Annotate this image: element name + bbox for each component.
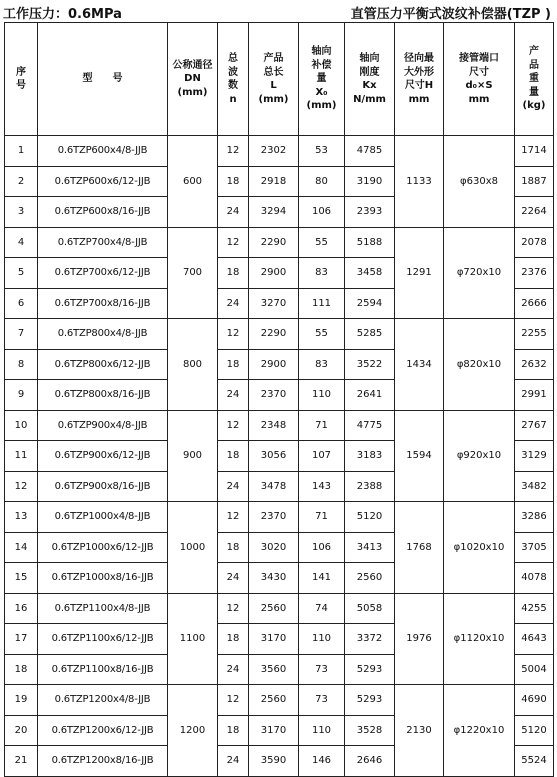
cell-waves: 12 [218, 227, 249, 258]
header-dn [168, 23, 218, 136]
cell-no: 4 [5, 227, 38, 258]
table-row [5, 685, 554, 716]
cell-waves: 18 [218, 166, 249, 197]
cell-length: 2900 [249, 349, 299, 380]
cell-weight: 2991 [515, 380, 554, 411]
cell-waves: 18 [218, 258, 249, 289]
cell-waves: 24 [218, 288, 249, 319]
cell-no: 13 [5, 502, 38, 533]
cell-no: 12 [5, 471, 38, 502]
cell-dn: 1200 [168, 685, 218, 777]
cell-axial-comp: 106 [299, 532, 345, 563]
cell-axial-stiffness: 3528 [345, 715, 395, 746]
header-model [38, 23, 168, 136]
cell-no: 19 [5, 685, 38, 716]
header-text-line: mm [408, 93, 430, 105]
cell-axial-comp: 74 [299, 593, 345, 624]
cell-waves: 24 [218, 654, 249, 685]
cell-dn: 700 [168, 227, 218, 319]
cell-no: 6 [5, 288, 38, 319]
cell-axial-stiffness: 5058 [345, 593, 395, 624]
cell-axial-comp: 143 [299, 471, 345, 502]
header-weight [515, 23, 554, 136]
header-text-line: 波 [228, 66, 238, 78]
header-text-line: 序 [16, 66, 26, 78]
cell-weight: 2255 [515, 319, 554, 350]
cell-waves: 24 [218, 380, 249, 411]
header-text-line: 公称通径 [172, 59, 213, 71]
header-text-line: 尺寸H [404, 80, 434, 91]
cell-axial-comp: 73 [299, 654, 345, 685]
table-row [5, 410, 554, 441]
cell-length: 3590 [249, 746, 299, 777]
cell-waves: 12 [218, 319, 249, 350]
cell-model: 0.6TZP1200x8/16-JJB [38, 746, 168, 777]
cell-length: 2290 [249, 319, 299, 350]
cell-length: 2348 [249, 410, 299, 441]
cell-model: 0.6TZP600x8/16-JJB [38, 197, 168, 228]
cell-axial-stiffness: 3458 [345, 258, 395, 289]
cell-axial-comp: 106 [299, 197, 345, 228]
header-length [249, 23, 299, 136]
cell-weight: 2767 [515, 410, 554, 441]
cell-axial-stiffness: 5293 [345, 685, 395, 716]
cell-axial-comp: 71 [299, 410, 345, 441]
cell-axial-comp: 107 [299, 441, 345, 472]
header-axial-stiffness [345, 23, 395, 136]
cell-radial-size: 1976 [395, 593, 444, 685]
cell-waves: 12 [218, 410, 249, 441]
cell-length: 3020 [249, 532, 299, 563]
cell-no: 20 [5, 715, 38, 746]
cell-model: 0.6TZP800x6/12-JJB [38, 349, 168, 380]
cell-model: 0.6TZP600x6/12-JJB [38, 166, 168, 197]
cell-waves: 18 [218, 624, 249, 655]
cell-no: 1 [5, 136, 38, 167]
cell-axial-comp: 55 [299, 227, 345, 258]
cell-axial-comp: 111 [299, 288, 345, 319]
cell-radial-size: 1594 [395, 410, 444, 502]
header-text-line: 号 [16, 80, 26, 91]
header-text-line: 数 [228, 80, 238, 91]
cell-weight: 2666 [515, 288, 554, 319]
cell-model: 0.6TZP1000x6/12-JJB [38, 532, 168, 563]
cell-weight: 2376 [515, 258, 554, 289]
cell-no: 17 [5, 624, 38, 655]
header-text-line: 尺寸 [469, 66, 489, 78]
cell-model: 0.6TZP700x8/16-JJB [38, 288, 168, 319]
header-text-line: d₀×S [465, 80, 493, 91]
cell-axial-stiffness: 3413 [345, 532, 395, 563]
header-text-line: 总 [228, 53, 238, 64]
cell-no: 15 [5, 563, 38, 594]
header-text-line: 轴向 [359, 53, 380, 64]
cell-axial-stiffness: 2393 [345, 197, 395, 228]
cell-length: 2900 [249, 258, 299, 289]
table-row [5, 502, 554, 533]
cell-waves: 18 [218, 441, 249, 472]
cell-weight: 5004 [515, 654, 554, 685]
header-text-line: (kg) [522, 100, 546, 112]
cell-waves: 12 [218, 136, 249, 167]
header-text-line: 量 [316, 73, 327, 85]
cell-length: 2302 [249, 136, 299, 167]
cell-axial-stiffness: 2560 [345, 563, 395, 594]
cell-weight: 3705 [515, 532, 554, 563]
cell-weight: 4078 [515, 563, 554, 594]
cell-model: 0.6TZP1000x8/16-JJB [38, 563, 168, 594]
cell-axial-stiffness: 3522 [345, 349, 395, 380]
cell-length: 3294 [249, 197, 299, 228]
header-text-line: DN [184, 73, 201, 85]
header-text-line: 刚度 [359, 66, 380, 78]
header-text-line: (mm) [177, 86, 208, 98]
cell-no: 18 [5, 654, 38, 685]
cell-dn: 600 [168, 136, 218, 228]
header-text-line: 接管端口 [459, 53, 499, 64]
header-text-line: n [229, 93, 237, 105]
cell-pipe-end: φ1120x10 [444, 593, 515, 685]
cell-dn: 1000 [168, 502, 218, 594]
cell-model: 0.6TZP600x4/8-JJB [38, 136, 168, 167]
cell-axial-stiffness: 4775 [345, 410, 395, 441]
header-text-line: L [270, 80, 277, 91]
table-row [5, 136, 554, 167]
cell-axial-comp: 83 [299, 349, 345, 380]
cell-weight: 5120 [515, 715, 554, 746]
cell-model: 0.6TZP1200x4/8-JJB [38, 685, 168, 716]
header-text-line: 补偿 [311, 59, 332, 71]
cell-axial-stiffness: 5120 [345, 502, 395, 533]
cell-length: 2370 [249, 380, 299, 411]
cell-length: 2918 [249, 166, 299, 197]
header-text-line: 径向最 [404, 53, 434, 64]
cell-axial-stiffness: 4785 [345, 136, 395, 167]
cell-axial-comp: 83 [299, 258, 345, 289]
header-waves [218, 23, 249, 136]
cell-waves: 12 [218, 593, 249, 624]
cell-axial-comp: 110 [299, 624, 345, 655]
header-text-line: 大外形 [404, 66, 434, 78]
cell-radial-size: 2130 [395, 685, 444, 777]
cell-model: 0.6TZP900x6/12-JJB [38, 441, 168, 472]
header-text-line: X₀ [315, 86, 328, 98]
cell-axial-stiffness: 5293 [345, 654, 395, 685]
cell-axial-stiffness: 3183 [345, 441, 395, 472]
cell-axial-comp: 110 [299, 715, 345, 746]
cell-dn: 800 [168, 319, 218, 411]
cell-model: 0.6TZP700x6/12-JJB [38, 258, 168, 289]
cell-weight: 5524 [515, 746, 554, 777]
cell-radial-size: 1768 [395, 502, 444, 594]
cell-no: 3 [5, 197, 38, 228]
cell-dn: 1100 [168, 593, 218, 685]
cell-model: 0.6TZP1100x6/12-JJB [38, 624, 168, 655]
cell-no: 5 [5, 258, 38, 289]
table-row [5, 593, 554, 624]
cell-waves: 24 [218, 471, 249, 502]
cell-model: 0.6TZP800x4/8-JJB [38, 319, 168, 350]
header-pipe-end [444, 23, 515, 136]
table-row [5, 319, 554, 350]
cell-no: 9 [5, 380, 38, 411]
cell-axial-comp: 110 [299, 380, 345, 411]
cell-weight: 4255 [515, 593, 554, 624]
cell-waves: 24 [218, 563, 249, 594]
cell-axial-comp: 146 [299, 746, 345, 777]
cell-no: 10 [5, 410, 38, 441]
cell-radial-size: 1434 [395, 319, 444, 411]
cell-axial-comp: 55 [299, 319, 345, 350]
header-text-line: 产 [529, 46, 539, 58]
cell-waves: 18 [218, 715, 249, 746]
cell-dn: 900 [168, 410, 218, 502]
header-text-line: N/mm [353, 93, 386, 105]
cell-axial-stiffness: 3372 [345, 624, 395, 655]
cell-weight: 1714 [515, 136, 554, 167]
cell-waves: 24 [218, 746, 249, 777]
cell-axial-comp: 73 [299, 685, 345, 716]
cell-weight: 1887 [515, 166, 554, 197]
document-title: 直管压力平衡式波纹补偿器(TZP ) [350, 7, 551, 22]
header-text-line: 品 [529, 59, 539, 71]
cell-weight: 4643 [515, 624, 554, 655]
cell-no: 7 [5, 319, 38, 350]
cell-axial-stiffness: 2646 [345, 746, 395, 777]
cell-waves: 12 [218, 502, 249, 533]
cell-axial-comp: 71 [299, 502, 345, 533]
cell-length: 2290 [249, 227, 299, 258]
cell-axial-comp: 80 [299, 166, 345, 197]
cell-weight: 2078 [515, 227, 554, 258]
header-text-line: 轴向 [311, 46, 332, 58]
cell-model: 0.6TZP900x8/16-JJB [38, 471, 168, 502]
table-row [5, 227, 554, 258]
cell-waves: 24 [218, 197, 249, 228]
header-text-line: mm [468, 93, 490, 105]
cell-no: 14 [5, 532, 38, 563]
cell-no: 11 [5, 441, 38, 472]
spec-table [4, 22, 554, 777]
header-text-line: (mm) [306, 100, 337, 112]
cell-radial-size: 1133 [395, 136, 444, 228]
table-body [5, 136, 554, 777]
cell-weight: 2264 [515, 197, 554, 228]
cell-waves: 12 [218, 685, 249, 716]
cell-model: 0.6TZP1100x8/16-JJB [38, 654, 168, 685]
cell-weight: 3286 [515, 502, 554, 533]
cell-no: 2 [5, 166, 38, 197]
cell-length: 3170 [249, 624, 299, 655]
cell-length: 3430 [249, 563, 299, 594]
header-no [5, 23, 38, 136]
cell-axial-stiffness: 2594 [345, 288, 395, 319]
cell-length: 2370 [249, 502, 299, 533]
cell-model: 0.6TZP900x4/8-JJB [38, 410, 168, 441]
header-text-line: 产品 [263, 53, 284, 64]
cell-weight: 2632 [515, 349, 554, 380]
cell-length: 3056 [249, 441, 299, 472]
cell-weight: 3482 [515, 471, 554, 502]
cell-axial-stiffness: 2388 [345, 471, 395, 502]
cell-length: 3170 [249, 715, 299, 746]
header-text-line: (mm) [258, 93, 289, 105]
cell-axial-stiffness: 2641 [345, 380, 395, 411]
cell-no: 16 [5, 593, 38, 624]
cell-model: 0.6TZP700x4/8-JJB [38, 227, 168, 258]
cell-waves: 18 [218, 532, 249, 563]
cell-pipe-end: φ920x10 [444, 410, 515, 502]
working-pressure-label: 工作压力：0.6MPa [3, 7, 122, 22]
cell-no: 8 [5, 349, 38, 380]
cell-length: 2560 [249, 593, 299, 624]
table-header-row [5, 23, 554, 136]
cell-axial-stiffness: 5285 [345, 319, 395, 350]
cell-length: 2560 [249, 685, 299, 716]
cell-length: 3478 [249, 471, 299, 502]
cell-axial-stiffness: 5188 [345, 227, 395, 258]
cell-model: 0.6TZP800x8/16-JJB [38, 380, 168, 411]
cell-axial-stiffness: 3190 [345, 166, 395, 197]
cell-no: 21 [5, 746, 38, 777]
cell-model: 0.6TZP1100x4/8-JJB [38, 593, 168, 624]
header-text-line: 总长 [263, 66, 284, 78]
cell-pipe-end: φ820x10 [444, 319, 515, 411]
cell-length: 3560 [249, 654, 299, 685]
cell-model: 0.6TZP1200x6/12-JJB [38, 715, 168, 746]
header-axial-comp [299, 23, 345, 136]
header-text-line: 量 [529, 86, 539, 98]
cell-axial-comp: 141 [299, 563, 345, 594]
cell-radial-size: 1291 [395, 227, 444, 319]
cell-pipe-end: φ720x10 [444, 227, 515, 319]
cell-pipe-end: φ1020x10 [444, 502, 515, 594]
cell-length: 3270 [249, 288, 299, 319]
header-radial-size [395, 23, 444, 136]
cell-pipe-end: φ630x8 [444, 136, 515, 228]
header-text-line: 型 号 [82, 73, 123, 85]
header-text-line: Kx [362, 80, 377, 91]
cell-waves: 18 [218, 349, 249, 380]
cell-weight: 4690 [515, 685, 554, 716]
cell-model: 0.6TZP1000x4/8-JJB [38, 502, 168, 533]
header-text-line: 重 [529, 73, 539, 85]
cell-pipe-end: φ1220x10 [444, 685, 515, 777]
cell-axial-comp: 53 [299, 136, 345, 167]
cell-weight: 3129 [515, 441, 554, 472]
